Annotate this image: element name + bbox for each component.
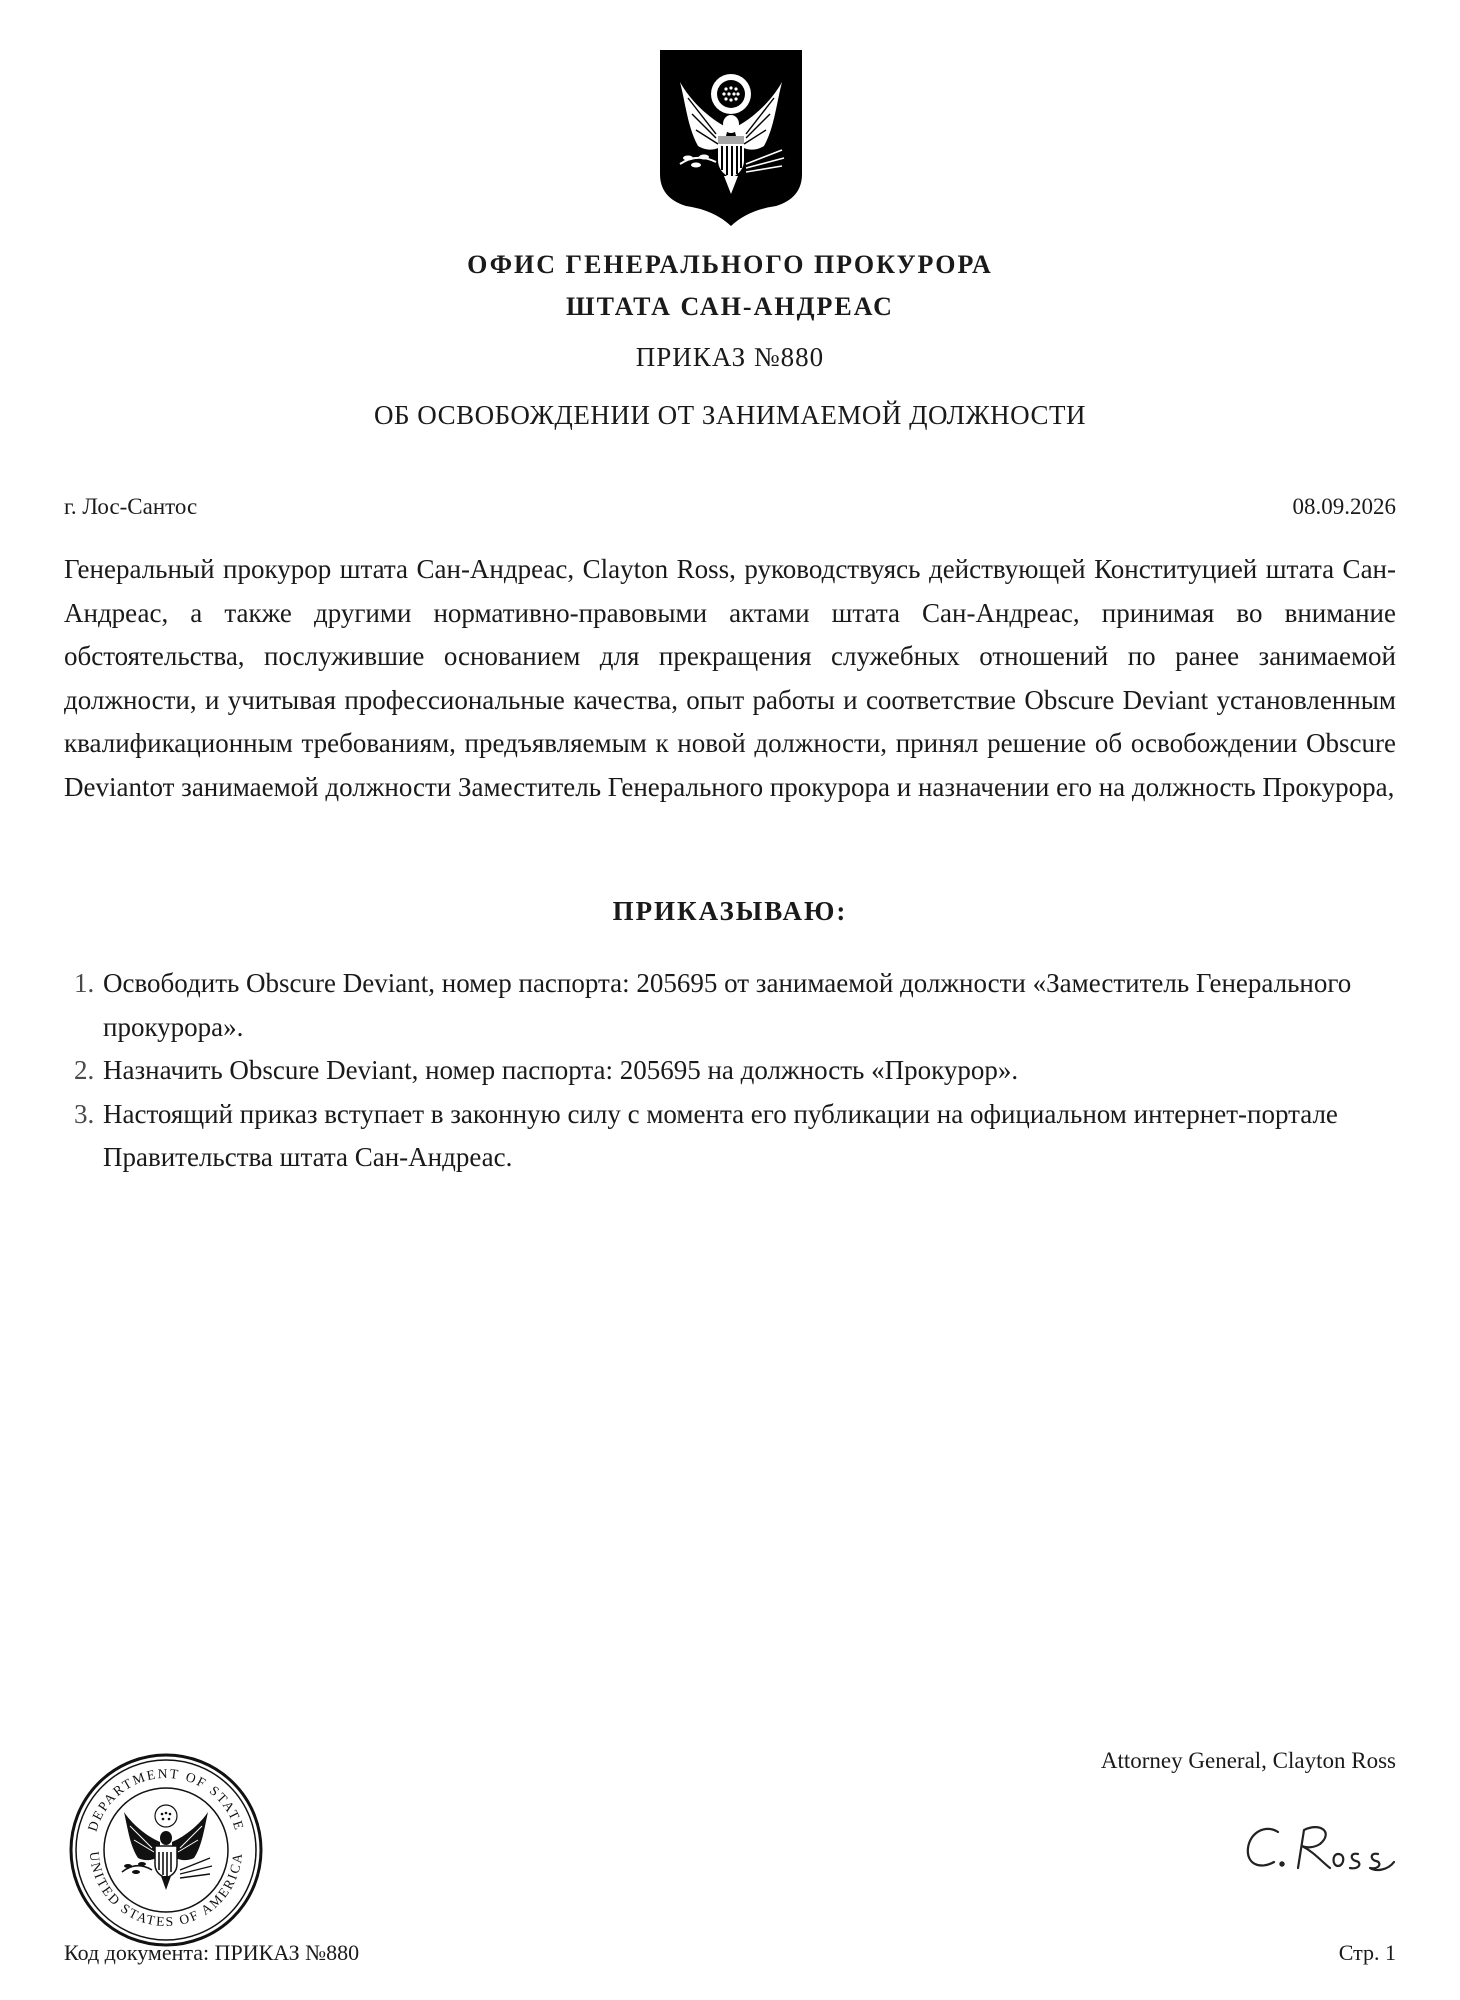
department-of-state-seal-icon <box>68 1752 264 1948</box>
decree-item: 1. Освободить Obscure Deviant, номер паспорта: 205695 от занимаемой должности «Заместитель Генерального прокурора». <box>101 962 1394 1049</box>
signer-name: Attorney General, Clayton Ross <box>1100 1748 1396 1773</box>
document-code: Код документа: ПРИКАЗ №880 <box>64 1940 360 1965</box>
office-title-line2: ШТАТА САН-АНДРЕАС <box>566 292 894 321</box>
order-number: ПРИКАЗ №880 <box>635 342 825 372</box>
office-title-line1: ОФИС ГЕНЕРАЛЬНОГО ПРОКУРОРА <box>467 250 993 279</box>
handwritten-signature-icon <box>1240 1810 1400 1890</box>
issue-city: г. Лос-Сантос <box>64 494 198 519</box>
page-number: Стр. 1 <box>1338 1940 1396 1965</box>
decree-items-list <box>64 962 1394 1180</box>
decree-heading: ПРИКАЗЫВАЮ: <box>612 896 848 926</box>
eagle-emblem-icon <box>658 48 804 228</box>
issue-date: 08.09.2026 <box>1292 494 1396 519</box>
decree-item: 3. Настоящий приказ вступает в законную силу с момента его публикации на официальном интернет-портале Правительства штата Сан-Андреас. <box>101 1093 1394 1180</box>
order-subject: ОБ ОСВОБОЖДЕНИИ ОТ ЗАНИМАЕМОЙ ДОЛЖНОСТИ <box>373 400 1086 430</box>
seal-ring-text-bottom: UNITED STATES OF AMERICA <box>86 1850 246 1930</box>
seal-ring-text-top: DEPARTMENT OF STATE <box>84 1765 248 1834</box>
preamble-paragraph: Генеральный прокурор штата Сан-Андреас, Clayton Ross, руководствуясь действующей Конституцией штата Сан-Андреас, а также другими нормативно-правовыми актами штата Сан-Андреас, принимая во внимание обстоятельства, послужившие основанием для прекращения служебных отношений по ранее занимаемой должности, и учитывая профессиональные качества, опыт работы и соответствие Obscure Deviant установленным квалификационным требованиям, предъявляемым к новой должности, принял решение об освобождении Obscure Deviantот занимаемой должности Заместитель Генерального прокурора и назначении его на должность Прокурора, <box>64 554 1396 802</box>
decree-item: 2. Назначить Obscure Deviant, номер паспорта: 205695 на должность «Прокурор». <box>101 1049 1394 1093</box>
